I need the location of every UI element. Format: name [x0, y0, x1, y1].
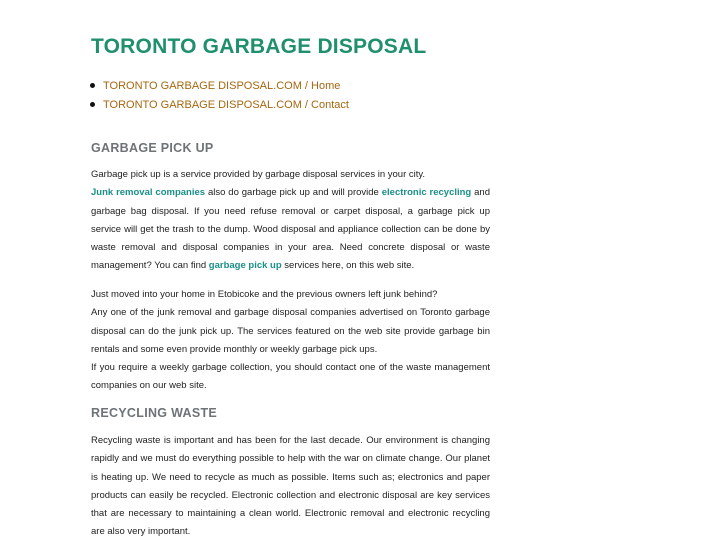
nav-menu	[89, 79, 349, 117]
nav-page-label: Contact	[311, 99, 349, 111]
paragraph-text: and garbage bag disposal. If you need refuse removal or carpet disposal, a garbage pick up service will get the trash to the dump. Wood disposal and appliance collection can be done by waste removal and disposal companies in your area. Need concrete disposal or waste management? You can find	[91, 187, 490, 272]
paragraph	[91, 286, 490, 396]
section-title-garbage-pick-up: GARBAGE PICK UP	[91, 141, 214, 155]
nav-link-contact[interactable]	[103, 99, 349, 111]
paragraph-text: Garbage pick up is a service provided by garbage disposal services in your city.	[91, 169, 426, 180]
nav-item-contact	[89, 98, 349, 117]
section-title-recycling-waste: RECYCLING WASTE	[91, 406, 218, 420]
nav-separator: /	[301, 80, 312, 92]
paragraph-text: services here, on this web site.	[281, 260, 415, 272]
bullet-icon	[90, 83, 95, 88]
site-title: TORONTO GARBAGE DISPOSAL	[91, 35, 427, 58]
paragraph-text: Just moved into your home in Etobicoke and the previous owners left junk behind?	[91, 289, 438, 300]
garbage-paragraph-2	[91, 286, 490, 396]
garbage-pick-up-link[interactable]: garbage pick up	[208, 260, 282, 272]
electronic-recycling-link[interactable]: electronic recycling	[381, 187, 472, 199]
nav-link-home[interactable]	[103, 80, 340, 92]
paragraph-text: If you require a weekly garbage collection, you should contact one of the waste management companies on our web site.	[91, 362, 490, 392]
nav-page-label: Home	[311, 80, 341, 92]
nav-separator: /	[301, 99, 312, 111]
garbage-paragraph-1	[91, 166, 490, 276]
recycling-paragraph	[91, 432, 490, 542]
paragraph-text: Recycling waste is important and has been for the last decade. Our environment is changing rapidly and we must do everything possible to help with the war on climate change. Our planet is heating up. We need to recycle as much as possible. Items such as; electronics and paper products can easily be recycled. Electronic collection and electronic disposal are key services that are necessary to maintaining a clean world. Electronic removal and electronic recycling are also very important.	[91, 435, 490, 538]
junk-removal-link[interactable]: Junk removal companies	[91, 187, 206, 199]
paragraph	[91, 166, 490, 276]
nav-site-label: TORONTO GARBAGE DISPOSAL.COM	[103, 99, 302, 111]
paragraph-text: also do garbage pick up and will provide	[205, 187, 382, 199]
bullet-icon	[90, 102, 95, 107]
paragraph-text: Any one of the junk removal and garbage disposal companies advertised on Toronto garbage disposal can do the junk pick up. The services featured on the web site provide garbage bin rentals and some even provide monthly or weekly garbage pick ups.	[91, 307, 490, 355]
nav-item-home	[89, 79, 349, 98]
nav-site-label: TORONTO GARBAGE DISPOSAL.COM	[103, 80, 302, 92]
